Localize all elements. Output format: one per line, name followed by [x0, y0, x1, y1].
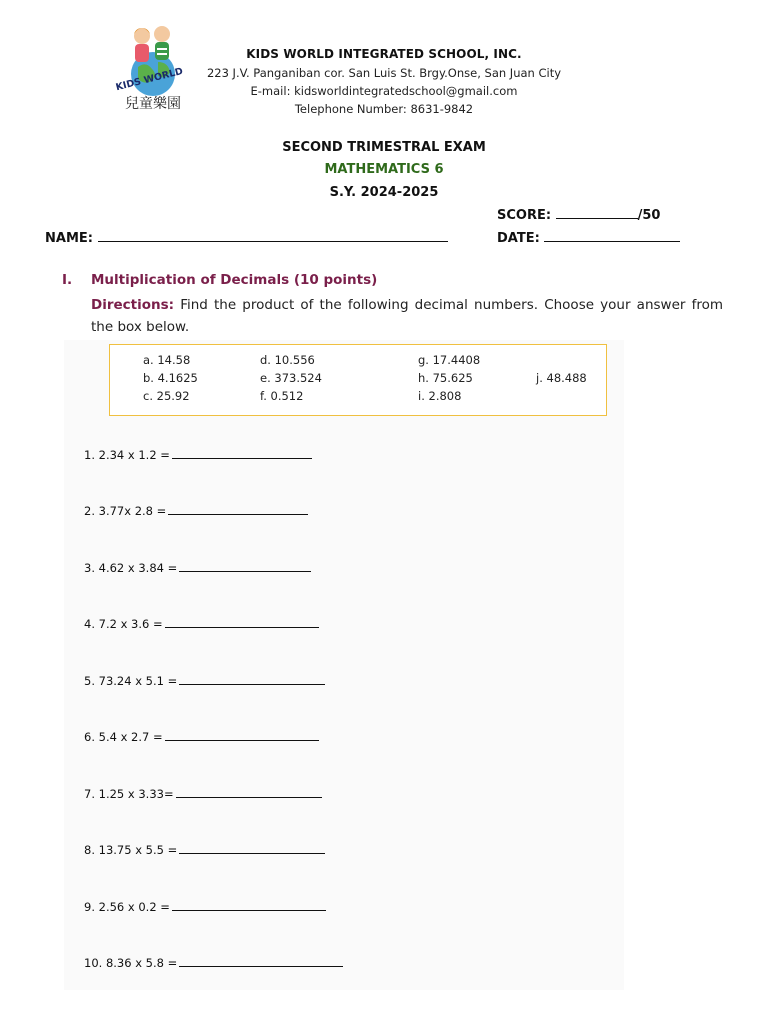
answer-blank[interactable]: [165, 730, 319, 741]
answer-blank[interactable]: [179, 674, 325, 685]
directions-label: Directions:: [91, 297, 175, 313]
problem-text: 8. 13.75 x 5.5 =: [84, 843, 178, 857]
problem-item: [84, 730, 319, 744]
answer-blank[interactable]: [172, 448, 312, 459]
worksheet-area: [64, 340, 624, 990]
date-field[interactable]: [497, 229, 680, 246]
problem-text: 3. 4.62 x 3.84 =: [84, 561, 178, 575]
logo-chinese-text: 兒童樂園: [125, 96, 181, 112]
choice-a: a. 14.58: [143, 353, 191, 367]
school-name: KIDS WORLD INTEGRATED SCHOOL, INC.: [246, 47, 522, 61]
choice-g: g. 17.4408: [418, 353, 481, 367]
logo-text: KIDS WORLD: [114, 65, 185, 94]
problem-text: 9. 2.56 x 0.2 =: [84, 900, 170, 914]
answer-blank[interactable]: [179, 956, 343, 967]
score-total: /50: [637, 208, 661, 223]
answer-choices-box: [109, 344, 607, 416]
choice-i: i. 2.808: [418, 389, 462, 403]
name-label: NAME:: [45, 231, 93, 246]
choice-e: e. 373.524: [260, 371, 322, 385]
exam-subject: MATHEMATICS 6: [324, 162, 444, 177]
exam-title: SECOND TRIMESTRAL EXAM: [282, 140, 486, 155]
answer-blank[interactable]: [179, 561, 311, 572]
section-directions: [91, 294, 723, 338]
section-title: Multiplication of Decimals (10 points): [91, 272, 378, 288]
school-telephone: Telephone Number: 8631-9842: [294, 102, 474, 116]
problem-item: [84, 617, 319, 631]
date-label: DATE:: [497, 231, 540, 246]
problem-item: [84, 674, 325, 688]
answer-blank[interactable]: [176, 787, 322, 798]
score-label: SCORE:: [497, 208, 552, 223]
directions-text: Find the product of the following decimal numbers. Choose your answer from the box below.: [91, 297, 723, 335]
score-blank[interactable]: [556, 206, 638, 219]
problem-text: 5. 73.24 x 5.1 =: [84, 674, 178, 688]
problem-text: 7. 1.25 x 3.33=: [84, 787, 174, 801]
problem-item: [84, 956, 343, 970]
choice-j: j. 48.488: [536, 371, 587, 385]
answer-blank[interactable]: [172, 900, 326, 911]
problem-text: 4. 7.2 x 3.6 =: [84, 617, 163, 631]
problem-text: 1. 2.34 x 1.2 =: [84, 448, 170, 462]
choice-f: f. 0.512: [260, 389, 304, 403]
problem-item: [84, 561, 311, 575]
problem-item: [84, 448, 312, 462]
school-address: 223 J.V. Panganiban cor. San Luis St. Brgy.Onse, San Juan City: [206, 66, 562, 80]
school-year: S.Y. 2024-2025: [329, 185, 439, 200]
problem-text: 6. 5.4 x 2.7 =: [84, 730, 163, 744]
choice-h: h. 75.625: [418, 371, 473, 385]
problem-text: 10. 8.36 x 5.8 =: [84, 956, 178, 970]
answer-blank[interactable]: [168, 504, 308, 515]
problem-item: [84, 787, 322, 801]
problem-item: [84, 843, 325, 857]
problem-item: [84, 900, 326, 914]
date-blank[interactable]: [544, 229, 680, 242]
score-field[interactable]: [497, 206, 660, 223]
name-field[interactable]: [45, 229, 448, 246]
section-number: I.: [62, 272, 73, 288]
choice-c: c. 25.92: [143, 389, 190, 403]
choice-b: b. 4.1625: [143, 371, 198, 385]
problem-text: 2. 3.77x 2.8 =: [84, 504, 167, 518]
school-email: E-mail: kidsworldintegratedschool@gmail.com: [250, 84, 518, 98]
choice-d: d. 10.556: [260, 353, 315, 367]
answer-blank[interactable]: [165, 617, 319, 628]
problem-item: [84, 504, 308, 518]
answer-blank[interactable]: [179, 843, 325, 854]
name-blank[interactable]: [98, 229, 448, 242]
